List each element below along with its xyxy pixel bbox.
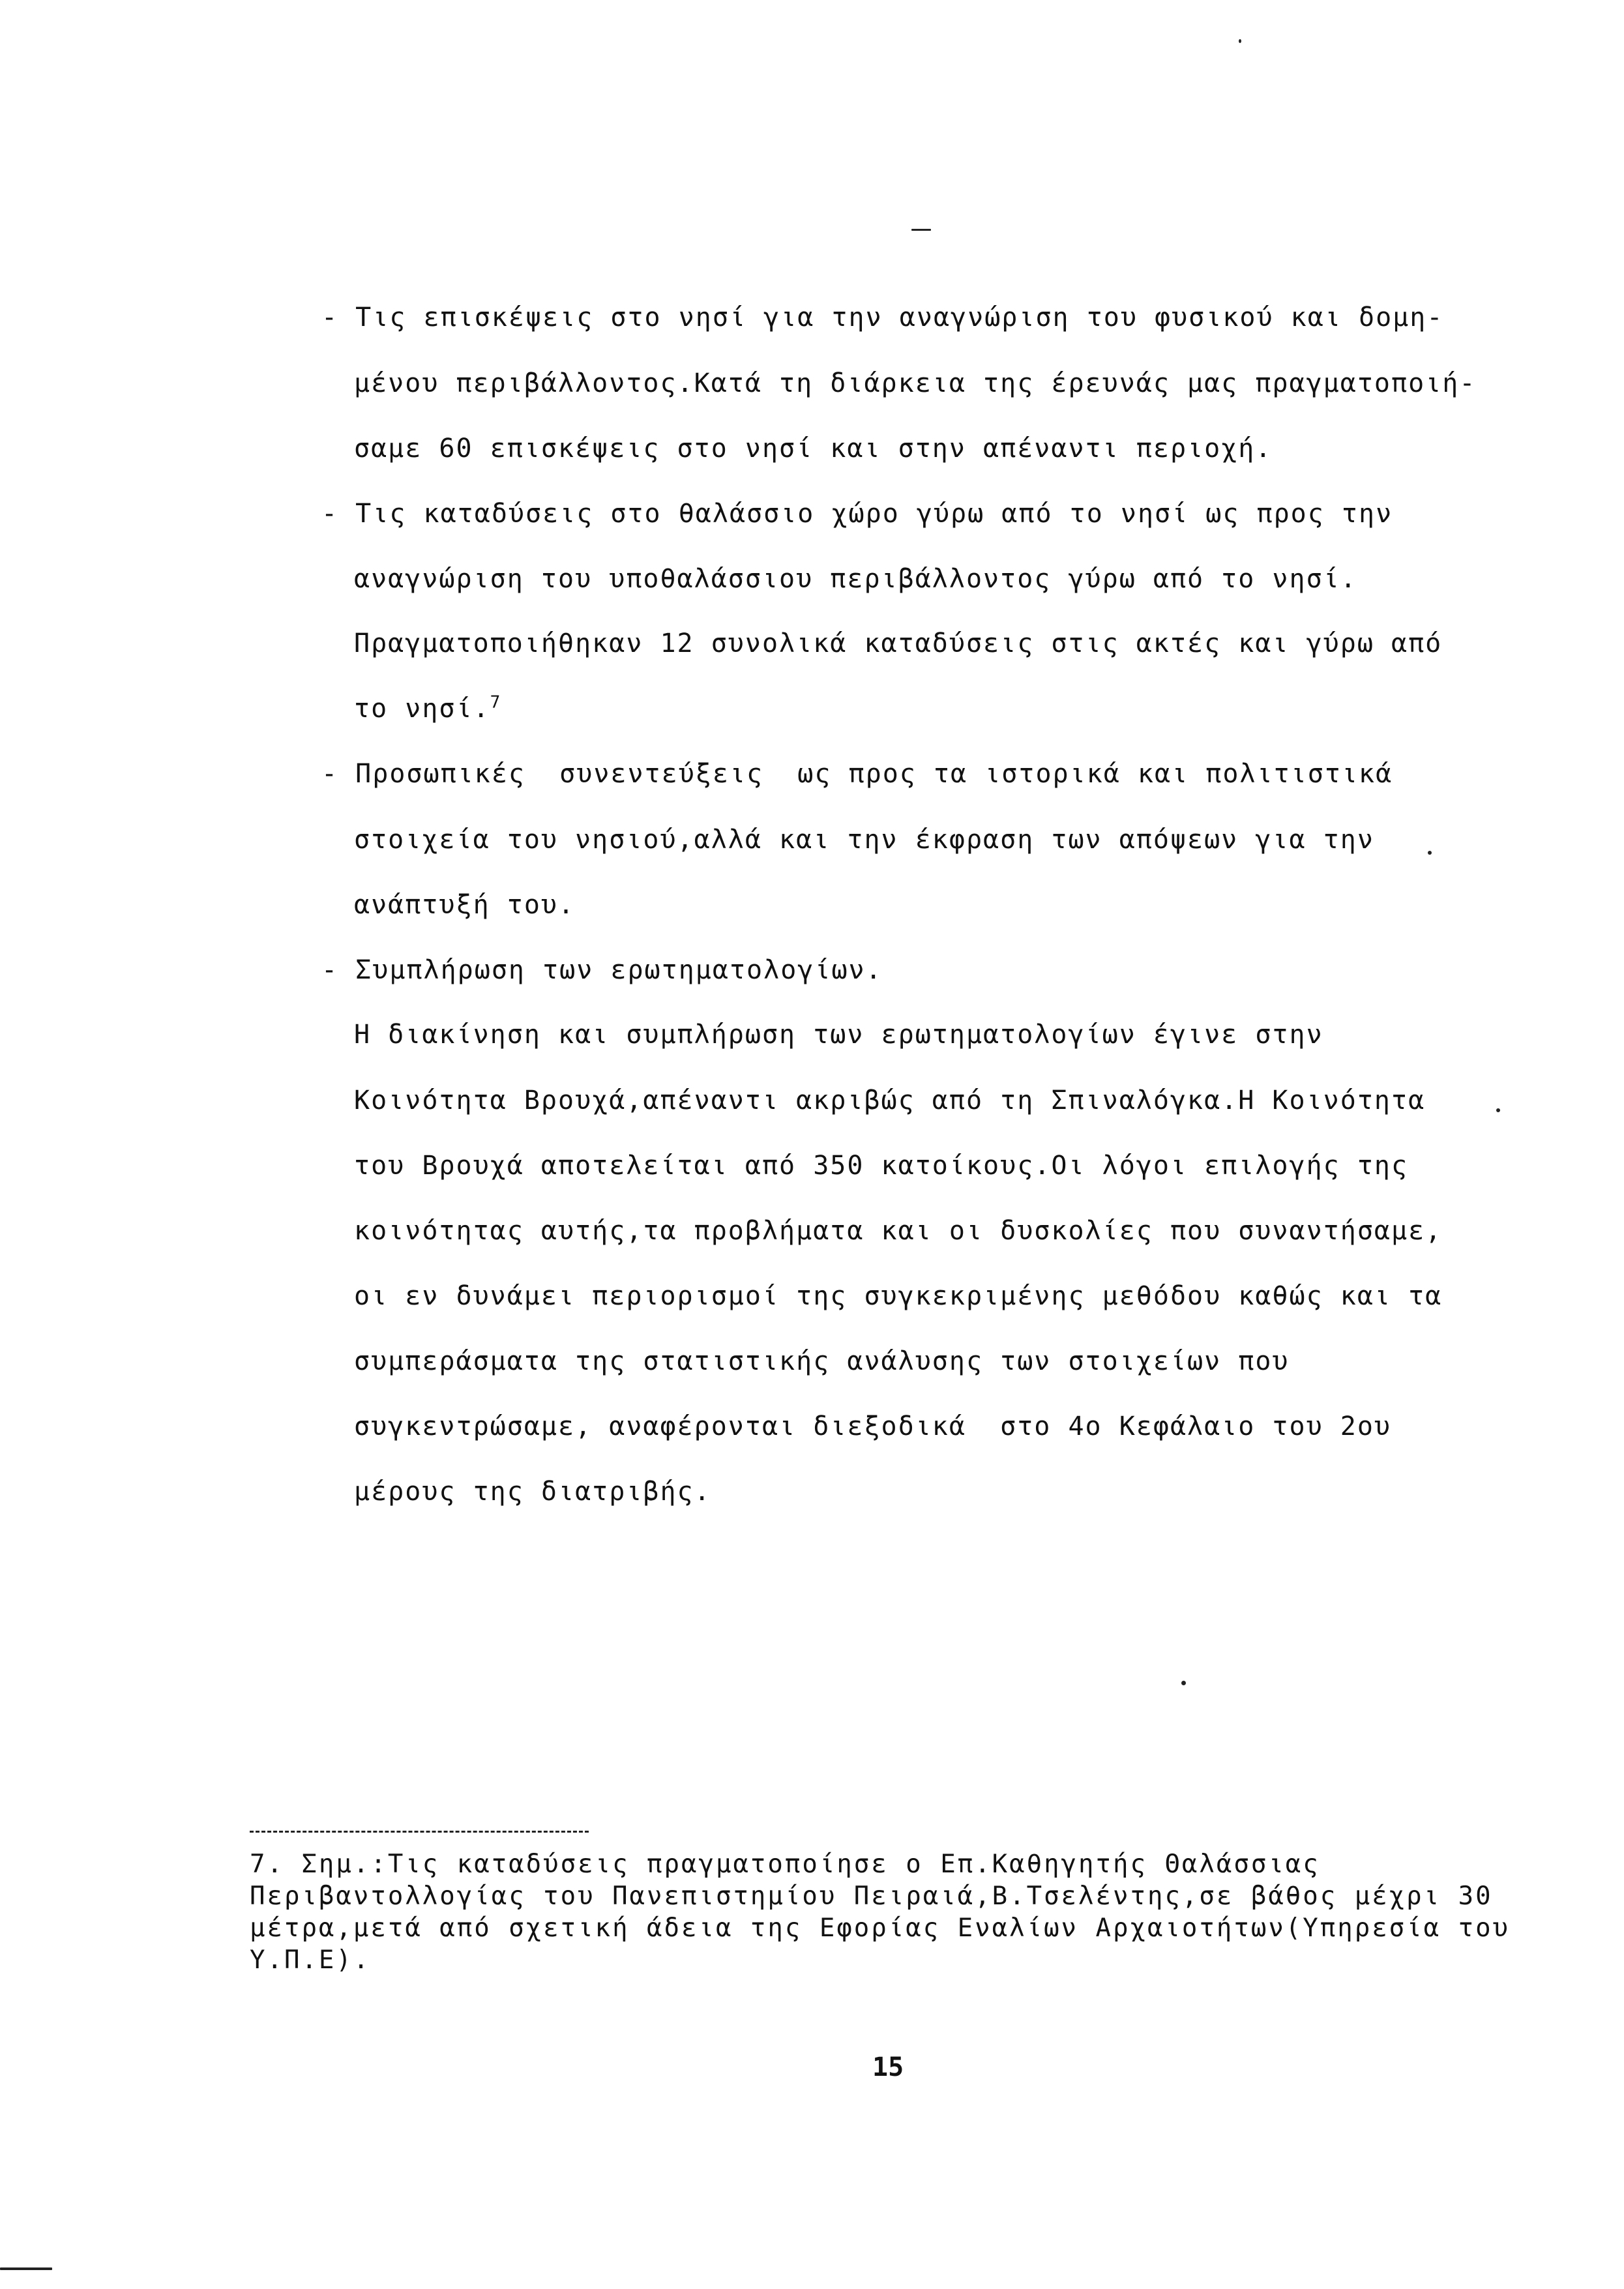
bullet-interviews-line-3: ανάπτυξή του. — [354, 890, 576, 920]
scan-speck — [0, 2267, 52, 2270]
footnote-separator — [250, 1831, 589, 1833]
paragraph-line-3: του Βρουχά αποτελείται από 350 κατοίκους.Οι λόγοι επιλογής της — [354, 1151, 1409, 1181]
bullet-visits-line-2: μένου περιβάλλοντος.Κατά τη διάρκεια της έρευνάς μας πραγματοποιή- — [354, 368, 1477, 398]
bullet-visits-line-3: σαμε 60 επισκέψεις στο νησί και στην απέναντι περιοχή. — [354, 434, 1273, 464]
paragraph-line-1: Η διακίνηση και συμπλήρωση των ερωτηματολογίων έγινε στην — [354, 1020, 1323, 1050]
paragraph-line-7: συγκεντρώσαμε, αναφέρονται διεξοδικά στο 4ο Κεφάλαιο του 2ου — [354, 1411, 1392, 1441]
scan-speck — [1496, 1108, 1500, 1112]
footnote-line-4: Υ.Π.Ε). — [250, 1945, 371, 1975]
page-number: 15 — [872, 2052, 904, 2082]
scan-speck — [1239, 39, 1241, 43]
footnote-line-1: 7. Σημ.:Τις καταδύσεις πραγματοποίησε ο Επ.Καθηγητής Θαλάσσιας — [250, 1850, 1320, 1879]
bullet-dives-line-1: - Τις καταδύσεις στο θαλάσσιο χώρο γύρω από το νησί ως προς την — [321, 499, 1393, 529]
scan-speck — [1181, 1681, 1186, 1685]
bullet-visits-line-1: - Τις επισκέψεις στο νησί για την αναγνώριση του φυσικού και δομη- — [321, 303, 1444, 332]
scan-speck — [1428, 851, 1432, 855]
bullet-questionnaires-line-1: - Συμπλήρωση των ερωτηματολογίων. — [321, 955, 883, 985]
bullet-dives-line-4 — [354, 693, 501, 724]
paragraph-line-2: Κοινότητα Βρουχά,απέναντι ακριβώς από τη Σπιναλόγκα.Η Κοινότητα — [354, 1085, 1426, 1115]
footnote-line-2: Περιβαντολλογίας του Πανεπιστημίου Πειραιά,Β.Τσελέντης,σε βάθος μέχρι 30 — [250, 1882, 1493, 1911]
bullet-dives-line-4-text: το νησί. — [354, 694, 490, 724]
paragraph-line-4: κοινότητας αυτής,τα προβλήματα και οι δυσκολίες που συναντήσαμε, — [354, 1216, 1443, 1246]
bullet-dives-line-3: Πραγματοποιήθηκαν 12 συνολικά καταδύσεις στις ακτές και γύρω από — [354, 628, 1443, 658]
bullet-interviews-line-1: - Προσωπικές συνεντεύξεις ως προς τα ιστορικά και πολιτιστικά — [321, 759, 1393, 789]
footnote-line-3: μέτρα,μετά από σχετική άδεια της Εφορίας Εναλίων Αρχαιοτήτων(Υπηρεσία του — [250, 1913, 1511, 1943]
scan-speck — [911, 229, 931, 231]
paragraph-line-8: μέρους της διατριβής. — [354, 1477, 711, 1507]
bullet-dives-line-2: αναγνώριση του υποθαλάσσιου περιβάλλοντος γύρω από το νησί. — [354, 564, 1357, 594]
footnote-reference: 7 — [490, 692, 502, 713]
bullet-interviews-line-2: στοιχεία του νησιού,αλλά και την έκφραση των απόψεων για την — [354, 825, 1374, 855]
paragraph-line-5: οι εν δυνάμει περιορισμοί της συγκεκριμένης μεθόδου καθώς και τα — [354, 1281, 1443, 1311]
paragraph-line-6: συμπεράσματα της στατιστικής ανάλυσης των στοιχείων που — [354, 1346, 1290, 1376]
